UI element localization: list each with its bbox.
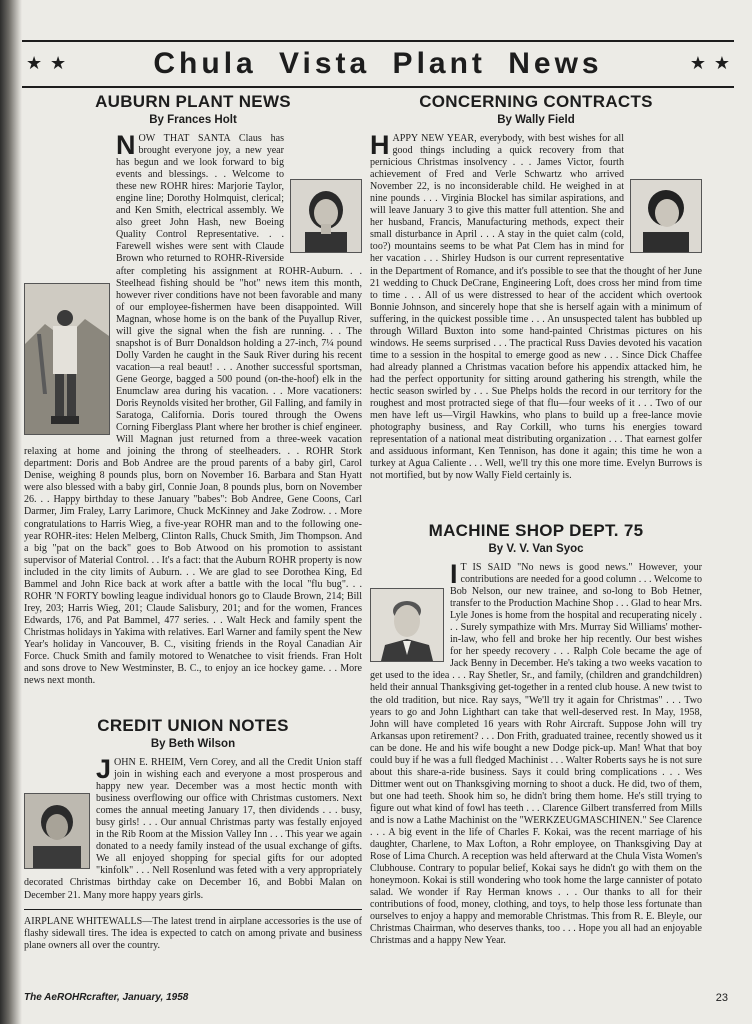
woman-portrait-photo: [630, 179, 702, 253]
man-portrait-photo: [370, 588, 444, 662]
fisherman-snapshot-photo: [24, 283, 110, 435]
auburn-plant-news-article: [24, 92, 362, 687]
section-title: Chula Vista Plant News: [153, 47, 603, 80]
article-byline: By Wally Field: [497, 114, 575, 126]
drop-cap: N: [116, 130, 136, 160]
article-separator-rule: [24, 909, 362, 910]
page-binding-shadow: [0, 0, 22, 1024]
drop-cap: I: [450, 559, 458, 589]
article-heading: CREDIT UNION NOTES: [97, 716, 289, 735]
section-banner: [22, 44, 734, 84]
star-icon: ★: [689, 53, 706, 74]
article-byline: By V. V. Van Syoc: [488, 543, 584, 555]
article-text: T IS SAID "No news is good news." However, your contributions are needed for a good column . . . Welcome to Bob Nelson, our new trainee, and so-long to Bob Hetner, transfer to the Production Machine Shop . . . Glad to hear Mrs. Lyle Jones is home from the hospital and recuperating nicely . . . Surely sympathize with Mrs. Murray Sid Williams' mother-in-law, who fell and broke her hip recently. Our best wishes for her speedy recovery . . . Ralph Cole became the age of Jack Benny in December. He's taking a two weeks vacation to get used to the idea . . . Ray Shetler, Sr., and family, (children and grandchildren) held their annual Thanksgiving get-together in a rented club house. A new twist to the old tradition, but nice. Ray says, "We'll try it again for Christmas" . . . Two years to go and John Lighthart can take that well-deserved rest. In May, 1958, John will have completed 16 years with Rohr Aircraft. Suppose John will try Arkansas upon retirement? . . . Don Frith, graduated trainee, recently showed us it can be done. He and his wife bought a new Dodge pick-up. Man! What that boy could buy if he was a full fledged Machinist . . . Walter Roberts says he is not sure about this share-a-ride business. Says it could bring complications . . . Wes Dittmer went out on Thanksgiving morning to shoot a duck. He did, two of them, but one had teeth. Shook him so, he didn't bring them home. He's still trying to figure out what kind of fowl has teeth . . . Clarence Gilbert transferred from Mills and is now a Lathe Machinist on the "WERKZEUGMASCHINEN." See Clarence . . . A big event in the life of Charles F. Kokai, was the recent marriage of his daughter, Charlene, to Max Lofton, a Rohr employee, on Thanksgiving Day at Rose of Lima Church. A reception was held afterward at the Chula Vista Women's Clubhouse. Contrary to popular belief, Kokai says he didn't go with them on the honeymoon. Kokai is still wondering who took home the large cannister of potato salad. We wonder if Ray Herman knows . . . Our thanks to all for their contributions of food, money, clothing, and toys, to help those less fortunate than ourselves to enjoy a happy and memorable Christmas. This from R. E. Bleyle, our Christmas Chairman, who deserves thanks, too . . . Hope you all had an enjoyable Christmas and a happy New Year.: [370, 562, 702, 947]
machine-shop-article: [370, 521, 702, 948]
page-footer: [22, 992, 728, 1010]
airplane-whitewalls-note: AIRPLANE WHITEWALLS—The latest trend in airplane accessories is the use of flashy sidewall tires. The idea is expected to catch on among private and business plane owners all over the country.: [24, 915, 362, 951]
article-body: [24, 130, 362, 687]
concerning-contracts-article: [370, 92, 702, 482]
article-text: OW THAT SANTA Claus has brought everyone joy, a new year has begun and we look forward to big events and blessings. . . Welcome to these new ROHR hires: Marjorie Taylor, engine line; Dorothy Holmquist, clerical; and Ken Smith, electrical assembly. We also greet John Hash, new Boeing Quality Control Representative. . . Farewell wishes were sent with Claude Brown who returned to ROHR-Riverside after completing his assignment at ROHR-Auburn. . . Steelhead fishing should be "hot" news item this month, however river conditions have not been favorable and many of our employee-fishermen have been disappointed. Will Magnan, whose home is on the bank of the Puyallup River, will give the signal when the fish are running. . . The snapshot is of Burr Donaldson holding a 27-inch, 7¼ pound Dolly Varden he caught in the Sauk River during his recent vacation—a real beaut! . . . Another successful sportsman, Gene George, bagged a 500 pound (on-the-hoof) elk in the Enumclaw area during his vacation. . . More vacationers: Doris Reynolds visited her brother, Gil Falling, and family in Saratoga, California. Doris toured through the Owens Corning Fiberglass Plant where her brother is chief engineer. Will Magnan just returned from a three-week vacation relaxing at home and joining the throng of steelheaders. . . ROHR Stork department: Doris and Bob Andree are the proud parents of a baby girl, Carol Denise, weighing 8 pounds plus, born on November 16. Barbara and Stan Hyatt were also blessed with a baby girl, Connie Joan, 8 pounds plus, born on November 26. . . Happy birthday to these January "babes": Bob Andree, Gene Coons, Carl Darmer, Jim Fraley, Larry Larimore, Chuck McKinney and Jake Zodrow. . . More congratulations to Harris Wieg, a five-year ROHR man and to the following one-year ROHR-ites: Helen Melberg, Clinton Ralls, Chuck Smith, Jim Thompson. And a big "pat on the back" goes to Bob Atwood on his promotion to assistant supervisor of Material Control. . . It's a fact: that the Auburn ROHR property is now included in the city limits of Auburn. . . We are glad to see Dorothea King, Ed Bammel and John Rice back at work after a battle with the local "flu bug". . . ROHR 'N FORTY bowling league individual honors go to Claude Brown, 214; Bill Irey, 203; Harris Wieg, 201; Claude Salisbury, 201; and for the women, Frances Edwards, 176, and Pat Bammel, 477 series. . . Walt Heck and family spent the Christmas holidays in Yakima with relatives. Earl Warner and family spent the New Year's holiday in Vancouver, B. C., visiting friends in the Royal Canadian Air Force. Chuck Smith and family motored to Wenatchee to visit friends. Fran Holt and sons drove to New Westminster, B. C., to enjoy an ice hockey game. . . More news next month.: [24, 133, 362, 687]
woman-portrait-photo: [24, 793, 90, 869]
drop-cap: H: [370, 130, 390, 160]
article-body: [370, 130, 702, 482]
article-heading: MACHINE SHOP DEPT. 75: [428, 521, 644, 540]
star-icon: ★: [713, 53, 730, 74]
banner-bottom-rule: [22, 86, 734, 88]
publication-credit: The AeROHRcrafter, January, 1958: [24, 992, 189, 1003]
article-byline: By Frances Holt: [149, 114, 237, 126]
article-heading: CONCERNING CONTRACTS: [419, 92, 653, 111]
credit-union-notes-article: [24, 716, 362, 952]
article-byline: By Beth Wilson: [150, 738, 236, 750]
article-text: OHN E. RHEIM, Vern Corey, and all the Credit Union staff join in wishing each and everyone a most prosperous and happy new year. December was a most hectic month with business overflowing our office with Christmas customers. Next comes the annual meeting January 17, then dividends . . . busy, busy girls! . . . Our annual Christmas party was festally enjoyed in the Rib Room at the Mission Valley Inn . . . This year we again donated to a needy family instead of the usual exchange of gifts. We all enjoyed shopping for special gifts for our adopted "kinfolk" . . . Nell Rosenlund was feted with a very appropriately decorated Christmas birthday cake on December 16, and Bobbi Malan on December 21. Many more happy years girls.: [24, 757, 362, 901]
star-icon: ★: [50, 53, 67, 74]
star-icon: ★: [26, 53, 43, 74]
article-body: [370, 559, 702, 948]
article-text: APPY NEW YEAR, everybody, with best wishes for all good things including a quick recovery from that pernicious Christmas insolvency . . . James Victor, fourth achievement of Fred and Verle Schwartz who arrived November 22, is no inconsiderable child. He weighed in at nine pounds . . . Virginia Blockel has similar aspirations, and will leave January 3 to give this matter full attention. She and her husband, Francis, Manufacturing methods, expect their small disturbance in April . . . A stay in the quiet calm (cold, too?) mountains seems to be what Pat Clem has in mind for her vacation . . . Shirley Hudson is our current representative in the Department of Romance, and it's possible to see that the thought of her June 21 wedding to Chuck DeCrane, Engineering Loft, does cross her mind from time to time . . . All of us were distressed to hear of the accident which overtook Bonnie Johnson, and sincerely hope that she is herself again with a minimum of suffering, in the quickest possible time . . . An unsuspected talent has bubbled up through Willard Buxton into some hand-painted Christmas pictures on his windows. He seems surprised . . . The practical Russ Davies devoted his vacation time to a session in the hospital to emerge good as new . . . Since Dick Chaffee had already planned a Christmas vacation before his appendix attacked him, he had the perfect opportunity for sitting around gathering his strength, while the hectic season swirled by . . . Sue Phelps holds the record in our territory for the roughest and most protracted siege of that flu—four weeks of it . . . Two of our men have left us—Virgil Hawkins, who plans to build up a free-lance movie photography business, and Ray Corkill, who turns his energies toward representation of a national meat distributing organization . . . That earnest golfer and assiduous informant, Ken Tennison, has done it again; this time he won a turkey at Agua Caliente . . . Well, we'll try this one more time. Evelyn Burrows is not mortified, but by now Wally Field certainly is.: [370, 133, 702, 482]
drop-cap: J: [96, 754, 112, 784]
woman-portrait-photo: [290, 179, 362, 253]
top-rule: [22, 40, 734, 42]
page-number: 23: [715, 992, 728, 1004]
article-heading: AUBURN PLANT NEWS: [95, 92, 291, 111]
article-body: [24, 754, 362, 952]
